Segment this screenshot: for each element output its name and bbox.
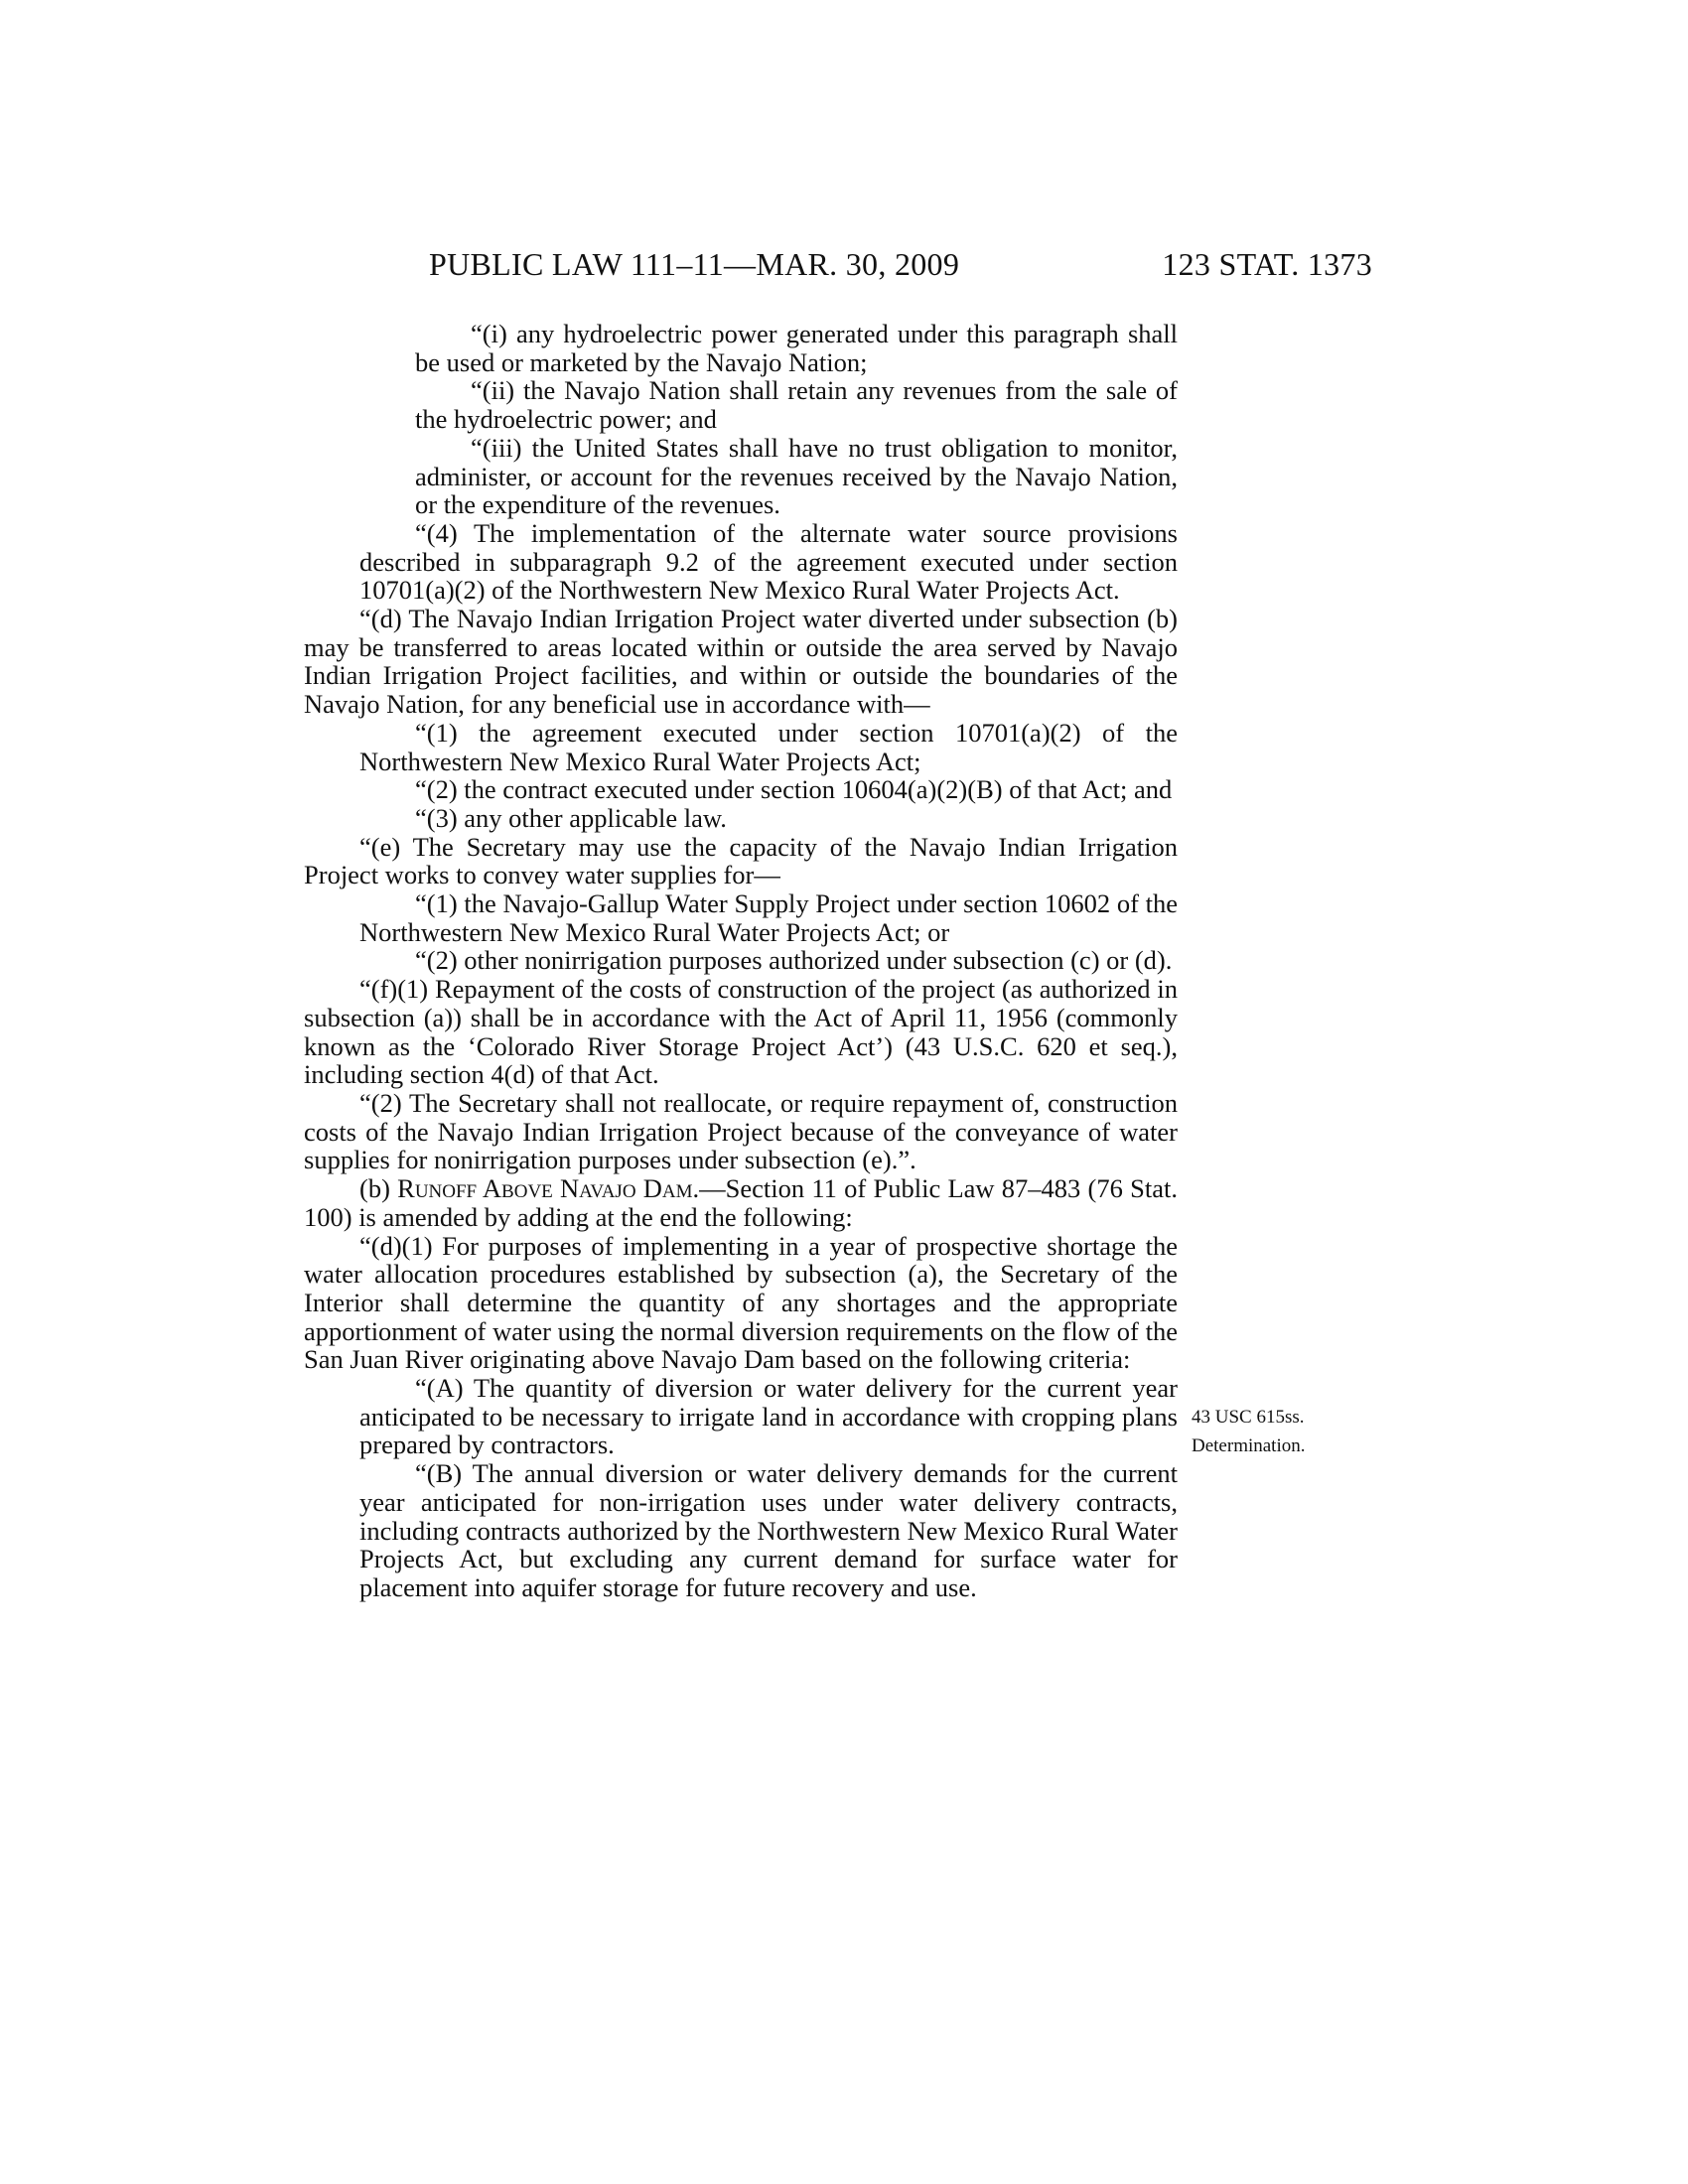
paragraph: “(i) any hydroelectric power generated under this paragraph shall be used or marketed by the Navajo Nation; (415, 319, 1178, 377)
paragraph: “(3) any other applicable law. (415, 802, 727, 833)
paragraph: “(e) The Secretary may use the capacity of the Navajo Indian Irrigation Project works to convey water supplies for— (304, 831, 1178, 890)
body-text (304, 320, 1178, 1602)
paragraph: “(A) The quantity of diversion or water delivery for the current year anticipated to be necessary to irrigate land in accordance with cropping plans prepared by contractors. (359, 1373, 1178, 1460)
paragraph: “(d) The Navajo Indian Irrigation Project water diverted under subsection (b) may be transferred to areas located within or outside the area served by Navajo Indian Irrigation Project facilities, and within or outside the boundaries of the Navajo Nation, for any beneficial use in accordance with— (304, 604, 1178, 720)
paragraph: “(B) The annual diversion or water delivery demands for the current year anticipated for non-irrigation uses under water delivery contracts, including contracts authorized by the Northwestern New Mexico Rural Water Projects Act, but excluding any current demand for surface water for placement into aquifer storage for future recovery and use. (359, 1458, 1178, 1602)
header-title: PUBLIC LAW 111–11—MAR. 30, 2009 (429, 246, 960, 282)
paragraph: “(1) the Navajo-Gallup Water Supply Project under section 10602 of the Northwestern New Mexico Rural Water Projects Act; or (359, 888, 1178, 947)
runoff-prefix: (b) (359, 1173, 398, 1204)
runoff-paragraph (304, 1174, 1178, 1231)
runoff-text: —Section 11 of Public Law 87–483 (76 Stat. 100) is amended by adding at the end the following: (304, 1173, 1178, 1232)
paragraph: “(iii) the United States shall have no trust obligation to monitor, administer, or account for the revenues received by the Navajo Nation, or the expenditure of the revenues. (415, 432, 1178, 520)
header-stat-page: 123 STAT. 1373 (1162, 246, 1372, 282)
paragraph: “(d)(1) For purposes of implementing in a year of prospective shortage the water allocation procedures established by subsection (a), the Secretary of the Interior shall determine the quantity of any shortages and the appropriate apportionment of water using the normal diversion requirements on the flow of the San Juan River originating above Navajo Dam based on the following criteria: (304, 1230, 1178, 1375)
running-header (429, 246, 1372, 286)
paragraph: “(ii) the Navajo Nation shall retain any revenues from the sale of the hydroelectric power; and (415, 375, 1178, 435)
paragraph: “(1) the agreement executed under section 10701(a)(2) of the Northwestern New Mexico Rural Water Projects Act; (359, 717, 1178, 776)
paragraph: “(2) other nonirrigation purposes authorized under subsection (c) or (d). (415, 945, 1173, 976)
margin-note-usc: 43 USC 615ss. (1192, 1407, 1305, 1428)
paragraph: “(2) the contract executed under section 10604(a)(2)(B) of that Act; and (415, 774, 1173, 805)
paragraph: “(f)(1) Repayment of the costs of construction of the project (as authorized in subsection (a)) shall be in accordance with the Act of April 11, 1956 (commonly known as the ‘Colorado River Storage Project Act’) (43 U.S.C. 620 et seq.), including section 4(d) of that Act. (304, 974, 1178, 1090)
runoff-heading: Runoff Above Navajo Dam. (397, 1173, 700, 1204)
margin-note-determination: Determination. (1192, 1435, 1306, 1456)
paragraph: “(4) The implementation of the alternate water source provisions described in subparagraph 9.2 of the agreement executed under section 10701(a)(2) of the Northwestern New Mexico Rural Water Projects Act. (359, 517, 1178, 606)
paragraph: “(2) The Secretary shall not reallocate, or require repayment of, construction costs of the Navajo Indian Irrigation Project because of the conveyance of water supplies for nonirrigation purposes under subsection (e).”. (304, 1087, 1178, 1175)
